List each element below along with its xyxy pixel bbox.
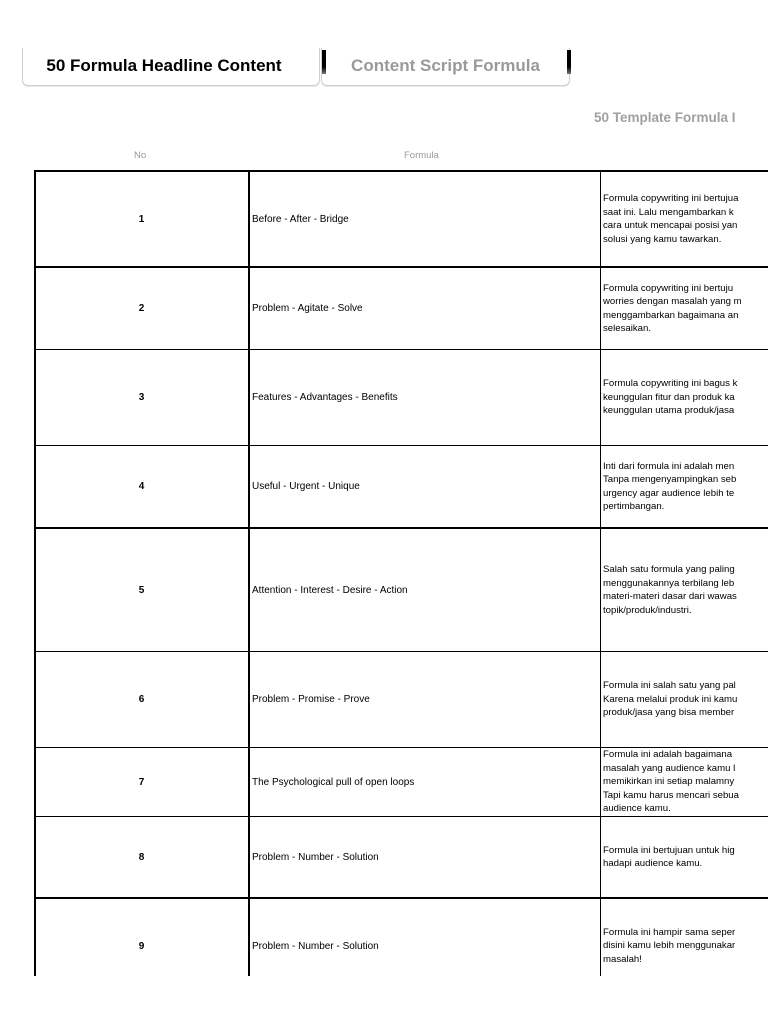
- table-row: [34, 268, 768, 349]
- row-number: 5: [138, 584, 145, 596]
- formula-description: Salah satu formula yang paling menggunakannya terbilang leb materi-materi dasar dari wawas topik/produk/industri.: [603, 564, 737, 616]
- table-row: [34, 350, 768, 445]
- table-row: [34, 817, 768, 897]
- column-header-formula: Formula: [404, 150, 439, 161]
- formula-name: Before - After - Bridge: [252, 213, 349, 225]
- formula-description: Formula ini adalah bagaimana masalah yang audience kamu l memikirkan ini setiap malamny Tapi kamu harus mencari sebua audience kamu.: [603, 749, 739, 815]
- row-number: 6: [138, 694, 145, 705]
- table-row: [34, 652, 768, 747]
- sheet-tabs: [22, 48, 582, 88]
- table-row: [34, 446, 768, 527]
- row-number: 8: [138, 851, 145, 863]
- row-number: 1: [138, 213, 145, 225]
- formula-name: Features - Advantages - Benefits: [252, 392, 398, 403]
- table-row: [34, 529, 768, 651]
- formula-description: Formula ini hampir sama seper disini kamu lebih menggunakar masalah!: [603, 926, 736, 965]
- row-number: 9: [138, 940, 145, 952]
- tab-divider-marker: [567, 50, 571, 74]
- tab-label: Content Script Formula: [351, 56, 540, 75]
- formula-description: Formula copywriting ini bagus k keunggulan fitur dan produk ka keunggulan utama produk/jasa: [603, 378, 738, 417]
- formula-name: Attention - Interest - Desire - Action: [252, 584, 408, 596]
- tab-content-script-formula[interactable]: [321, 48, 570, 86]
- formula-name: Useful - Urgent - Unique: [252, 481, 360, 492]
- formula-description: Formula copywriting ini bertuju worries dengan masalah yang m menggambarkan bagaimana an selesaikan.: [603, 282, 742, 334]
- tab-50-formula-headline-content[interactable]: [22, 48, 320, 86]
- table-row: [34, 748, 768, 816]
- formula-description: Formula ini salah satu yang pal Karena melalui produk ini kamu produk/jasa yang bisa member: [603, 680, 738, 719]
- page-title: 50 Template Formula I: [594, 110, 736, 125]
- formula-description: Inti dari formula ini adalah men Tanpa mengenyampingkan seb urgency agar audience lebih te pertimbangan.: [603, 460, 737, 512]
- column-header-no: No: [134, 150, 147, 161]
- formula-name: The Psychological pull of open loops: [252, 776, 415, 788]
- row-number: 4: [138, 481, 145, 492]
- formula-description: Formula copywriting ini bertujua saat ini. Lalu mengambarkan k cara untuk mencapai posisi yan solusi yang kamu tawarkan.: [603, 193, 739, 245]
- formula-name: Problem - Promise - Prove: [252, 694, 370, 705]
- row-number: 7: [138, 776, 145, 788]
- row-number: 2: [138, 303, 145, 314]
- tab-label: 50 Formula Headline Content: [46, 56, 282, 75]
- row-number: 3: [138, 392, 145, 403]
- formula-name: Problem - Agitate - Solve: [252, 303, 363, 314]
- formula-description: Formula ini bertujuan untuk hig hadapi audience kamu.: [603, 844, 735, 869]
- table-row: [34, 899, 768, 993]
- formula-name: Problem - Number - Solution: [252, 851, 379, 863]
- table-row: [34, 172, 768, 266]
- formula-name: Problem - Number - Solution: [252, 940, 379, 952]
